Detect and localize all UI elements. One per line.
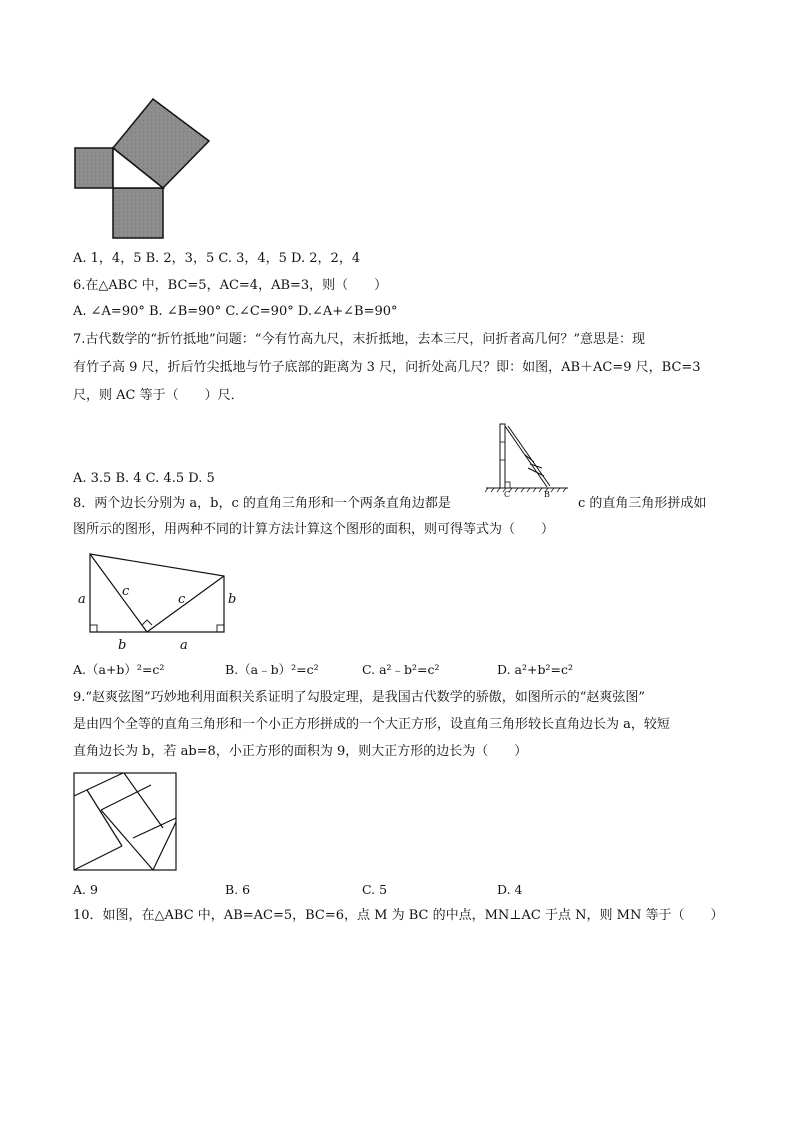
label-b: B	[544, 490, 550, 498]
trapezoid-figure	[72, 550, 252, 655]
label-b-bottom: b	[118, 638, 127, 653]
hypotenuse-right	[147, 576, 224, 632]
q5-options: A. 1，4，5 B. 2，3，5 C. 3，4，5 D. 2，2，4	[73, 251, 361, 266]
q9-line3: 直角边长为 b，若 ab=8，小正方形的面积为 9，则大正方形的边长为（ ）	[73, 744, 528, 759]
q8-option-a: A.（a+b）²=c²	[73, 662, 165, 677]
q9-line1: 9.“赵爽弦图”巧妙地利用面积关系证明了勾股定理，是我国古代数学的骄傲，如图所示的“赵爽弦图”	[73, 690, 645, 705]
q9-line2: 是由四个全等的直角三角形和一个小正方形拼成的一个大正方形，设直角三角形较长直角边长为 a，较短	[73, 717, 670, 732]
hypotenuse-left	[90, 554, 147, 632]
q8-line1a: 8．两个边长分别为 a，b，c 的直角三角形和一个两条直角边都是	[73, 496, 451, 511]
squares-triangle-figure	[70, 95, 220, 245]
bamboo-figure	[484, 418, 570, 498]
label-c-right: c	[178, 592, 186, 607]
q7-line1: 7.古代数学的“折竹抵地”问题：“今有竹高九尺，末折抵地，去本三尺，问折者高几何？”意思是：现	[73, 332, 645, 347]
q9-option-b: B. 6	[225, 882, 251, 897]
label-c: C	[504, 490, 511, 498]
q9-option-a: A. 9	[73, 882, 98, 897]
q8-option-c: C. a²﹣b²=c²	[362, 662, 440, 677]
q7-options: A. 3.5 B. 4 C. 4.5 D. 5	[73, 471, 215, 486]
q9-option-d: D. 4	[497, 882, 523, 897]
q10-stem: 10．如图，在△ABC 中，AB=AC=5，BC=6，点 M 为 BC 的中点，MN⊥AC 于点 N，则 MN 等于（ ）	[73, 908, 724, 923]
broken-bamboo	[505, 426, 550, 487]
square-bottom	[113, 188, 163, 238]
q7-line2: 有竹子高 9 尺，折后竹尖抵地与竹子底部的距离为 3 尺，问折处高几尺？即：如图，AB＋AC=9 尺，BC=3	[73, 360, 701, 375]
q8-option-d: D. a²+b²=c²	[497, 662, 573, 677]
label-a-bottom: a	[180, 638, 188, 653]
q8-line2: 图所示的图形，用两种不同的计算方法计算这个图形的面积，则可得等式为（ ）	[73, 522, 555, 537]
right-angle-mark	[505, 482, 510, 488]
q9-option-c: C. 5	[362, 882, 388, 897]
q6-stem: 6.在△ABC 中，BC=5，AC=4，AB=3，则（ ）	[73, 278, 388, 293]
square-small	[75, 148, 113, 188]
q7-line3: 尺，则 AC 等于（ ）尺．	[73, 388, 244, 403]
trapezoid-outline	[90, 554, 224, 632]
zhao-shuang-figure	[72, 771, 180, 873]
label-b-right: b	[228, 592, 237, 607]
label-c-left: c	[122, 584, 130, 599]
q8-option-b: B.（a﹣b）²=c²	[225, 662, 319, 677]
bamboo-stem	[500, 424, 505, 488]
q8-line1b: c 的直角三角形拼成如	[578, 496, 707, 511]
q6-options: A. ∠A=90° B. ∠B=90° C.∠C=90° D.∠A+∠B=90°	[73, 304, 398, 319]
label-a-left: a	[78, 592, 86, 607]
outer-square	[74, 773, 176, 870]
